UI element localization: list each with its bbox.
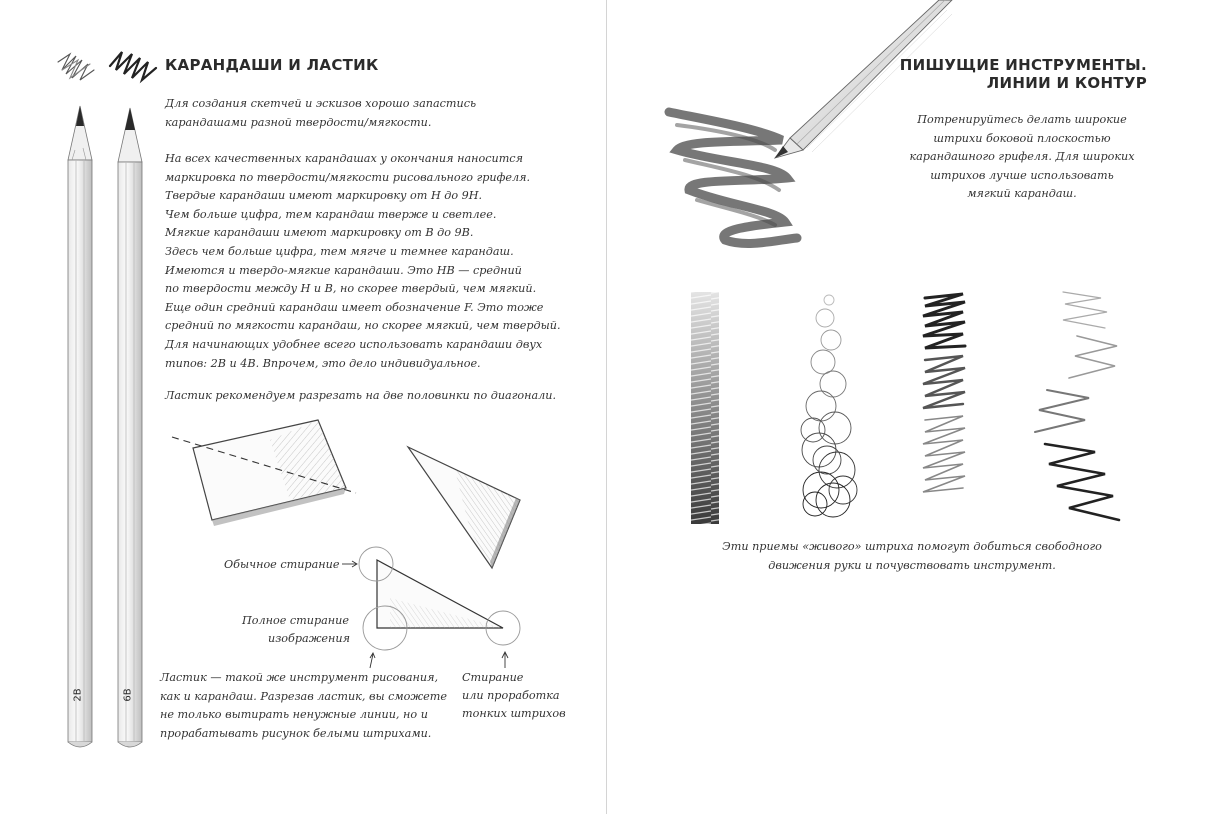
right-page-title: ПИШУЩИЕ ИНСТРУМЕНТЫ. ЛИНИИ И КОНТУР — [899, 56, 1147, 92]
left-page-title: КАРАНДАШИ И ЛАСТИК — [165, 56, 379, 74]
caption-thin-line2: или проработка — [462, 689, 560, 702]
eraser-footer-paragraph: Ластик — такой же инструмент рисования, как и карандаш. Разрезав ластик, вы сможете не только вытирать ненужные линии, но и прорабатывать рисунок белыми штрихами. — [160, 671, 447, 740]
stroke-sample-loops-icon — [801, 295, 857, 517]
eraser-tip-text: Ластик рекомендуем разрезать на две половинки по диагонали. — [165, 389, 557, 402]
stroke-samples — [607, 0, 1217, 814]
caption-normal-erase: Обычное стирание — [224, 558, 340, 571]
caption-thin-line3: тонких штрихов — [462, 707, 566, 720]
right-caption: Эти приемы «живого» штриха помогут добиться свободного движения руки и почувствовать инструмент. — [722, 540, 1102, 572]
right-intro-paragraph: Потренируйтесь делать широкие штрихи боковой плоскостью карандашного грифеля. Для широких штрихов лучше использовать мягкий карандаш. — [909, 113, 1135, 201]
right-page — [607, 0, 1217, 814]
eraser-block-icon — [172, 420, 356, 526]
caption-full-erase-line1: Полное стирание — [242, 614, 350, 627]
stroke-sample-gradient-icon — [691, 292, 719, 524]
caption-thin-line1: Стирание — [462, 671, 524, 684]
stroke-sample-zigzag-icon — [923, 294, 965, 492]
left-body-paragraph: На всех качественных карандашах у окончания наносится маркировка по твердости/мягкости рисовального грифеля. Твердые карандаши имеют маркировку от H до 9H. Чем больше цифра, тем карандаш тверже и светлее. Мягкие карандаши имеют маркировку от B до 9B. Здесь чем больше цифра, тем мягче и темнее карандаш. Имеются и твердо-мягкие карандаши. Это HB — средний по твердости между H и B, но скорее твердый, чем мягкий. Еще один средний карандаш имеет обозначение F. Это тоже средний по мягкости карандаш, но скорее мягкий, чем твердый. Для начинающих удобнее всего использовать карандаши двух типов: 2B и 4B. Впрочем, это дело индивидуальное. — [165, 152, 561, 370]
pencil-label-2b: 2B — [72, 688, 84, 702]
pencil-label-6b: 6B — [122, 688, 134, 702]
caption-full-erase-line2: изображения — [268, 632, 351, 645]
left-page — [0, 0, 607, 814]
stroke-sample-wave-icon — [1035, 292, 1119, 520]
left-intro-paragraph: Для создания скетчей и эскизов хорошо запастись карандашами разной твердости/мягкости. — [165, 97, 477, 129]
eraser-wedge-icon — [408, 447, 520, 568]
